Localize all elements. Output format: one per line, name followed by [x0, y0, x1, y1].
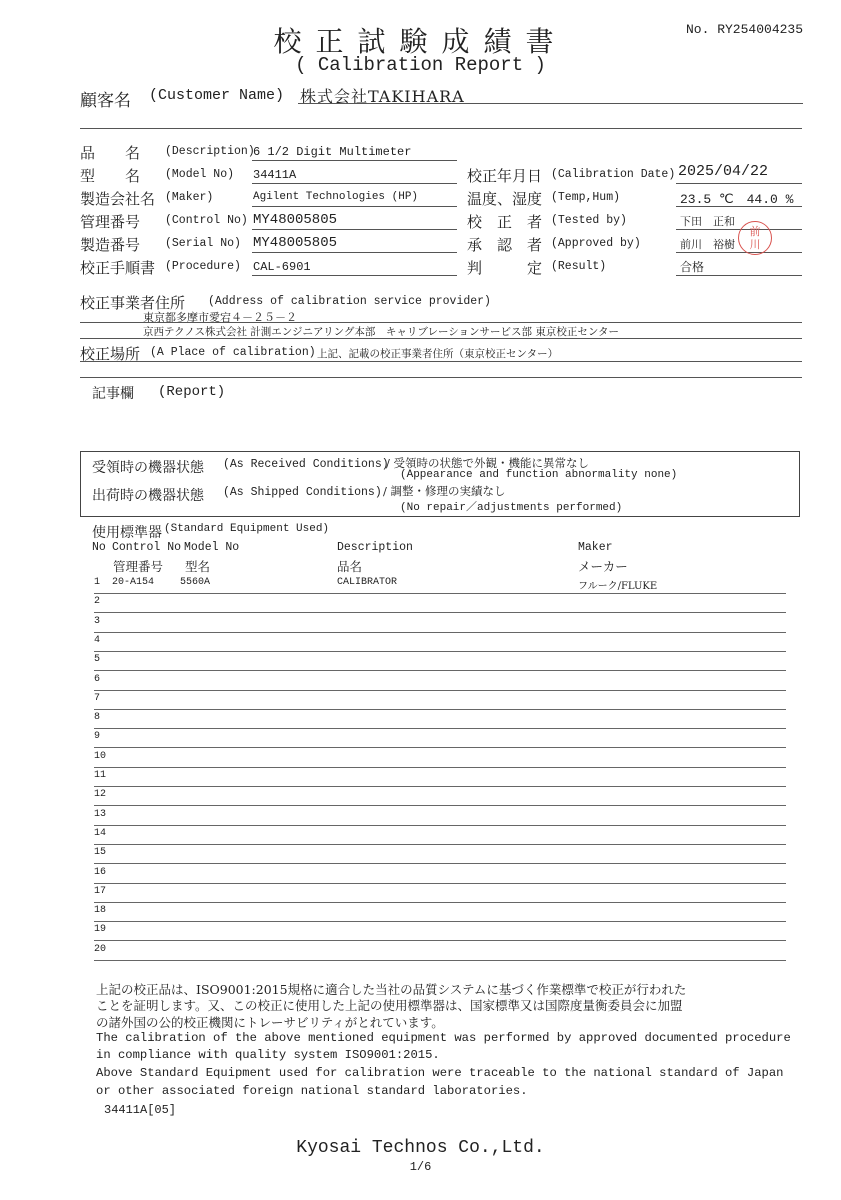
table-row — [94, 921, 786, 941]
customer-label-jp: 顧客名 — [80, 91, 131, 111]
underline — [80, 361, 802, 362]
row-number: 13 — [94, 808, 107, 820]
place-value: 上記、記載の校正事業者住所（東京校正センター） — [317, 348, 559, 360]
field-tested-label-jp: 校 正 者 — [467, 213, 543, 231]
approval-seal — [738, 221, 772, 255]
field-result-value: 合格 — [680, 260, 705, 274]
document-code: 34411A[05] — [104, 1103, 177, 1117]
table-row — [94, 786, 786, 806]
page-number: 1/6 — [409, 1160, 432, 1174]
statement-jp-1: 上記の校正品は、ISO9001:2015規格に適合した当社の品質システムに基づく作業標準で校正が行われた — [96, 982, 687, 997]
underline — [80, 322, 802, 323]
underline — [252, 275, 457, 276]
field-date-value: 2025/04/22 — [678, 163, 769, 180]
header-no: No — [92, 541, 106, 554]
row-number: 19 — [94, 924, 107, 936]
row-number: 1 — [94, 577, 101, 588]
seal-char-top: 前 — [749, 225, 761, 238]
place-label-jp: 校正場所 — [80, 345, 141, 363]
received-value-jp: / 受領時の状態で外観・機能に異常なし — [386, 456, 590, 470]
field-description-label-en: (Description) — [165, 145, 255, 158]
row-number: 14 — [94, 827, 107, 839]
table-row — [94, 844, 786, 864]
table-row — [94, 748, 786, 768]
field-serial-label-jp: 製造番号 — [80, 236, 141, 254]
table-row — [94, 690, 786, 710]
field-serial-label-en: (Serial No) — [165, 237, 241, 250]
underline — [252, 252, 457, 253]
field-tested-label-en: (Tested by) — [551, 214, 627, 227]
row-number: 6 — [94, 673, 101, 685]
shipped-value-en: (No repair／adjustments performed) — [400, 502, 623, 514]
table-row — [94, 613, 786, 633]
underline — [676, 252, 802, 253]
underline — [252, 206, 457, 207]
provider-organization: 京西テクノス株式会社 計測エンジニアリング本部 キャリブレーションサービス部 東京校正センター — [143, 326, 619, 338]
table-row — [94, 825, 786, 845]
field-temp-label-jp: 温度、湿度 — [467, 190, 543, 208]
divider — [80, 128, 802, 129]
field-procedure-label-jp: 校正手順書 — [80, 259, 156, 277]
underline — [676, 275, 802, 276]
customer-underline — [298, 103, 803, 104]
provider-label-en: (Address of calibration service provider) — [208, 295, 491, 308]
report-label-en: (Report) — [158, 384, 226, 400]
row-number: 18 — [94, 905, 107, 917]
header-description: Description — [337, 541, 413, 554]
statement-en-3: Above Standard Equipment used for calibration were traceable to the national standard of Japan — [96, 1066, 784, 1080]
received-label-en: (As Received Conditions) — [223, 458, 389, 471]
field-approved-label-jp: 承 認 者 — [467, 236, 543, 254]
field-model-label-en: (Model No) — [165, 168, 235, 181]
row-number: 5 — [94, 654, 101, 666]
row-number: 12 — [94, 789, 107, 801]
field-control-value: MY48005805 — [253, 212, 338, 228]
table-row — [94, 709, 786, 729]
row-number: 9 — [94, 731, 101, 743]
underline — [676, 206, 802, 207]
field-date-label-en: (Calibration Date) — [551, 168, 676, 181]
report-number: No. RY254004235 — [686, 22, 804, 37]
header-control-no: Control No — [112, 541, 182, 554]
underline — [252, 183, 457, 184]
document-title: 校正試験成績書 — [273, 25, 568, 58]
table-row — [94, 574, 786, 594]
header-model-jp: 型名 — [185, 559, 211, 574]
row-number: 15 — [94, 847, 107, 859]
field-control-label-jp: 管理番号 — [80, 213, 141, 231]
table-row — [94, 883, 786, 903]
header-maker: Maker — [578, 541, 613, 554]
field-serial-value: MY48005805 — [253, 235, 338, 251]
table-row — [94, 806, 786, 826]
row-number: 7 — [94, 692, 101, 704]
row-number: 8 — [94, 712, 101, 724]
equipment-label-jp: 使用標準器 — [92, 525, 162, 541]
provider-address: 東京都多摩市愛宕４－２５－２ — [143, 311, 297, 324]
underline — [80, 338, 802, 339]
row-number: 10 — [94, 750, 107, 762]
place-label-en: (A Place of calibration) — [150, 346, 316, 359]
field-result-label-en: (Result) — [551, 260, 607, 273]
header-description-jp: 品名 — [337, 559, 363, 574]
document-subtitle: ( Calibration Report ) — [295, 54, 546, 76]
table-row — [94, 728, 786, 748]
statement-jp-2: ことを証明します。又、この校正に使用した上記の使用標準器は、国家標準又は国際度量衡委員会に加盟 — [96, 998, 683, 1013]
statement-jp-3: の諸外国の公的校正機関にトレーサビリティがとれています。 — [96, 1015, 444, 1030]
row-number: 4 — [94, 634, 101, 646]
customer-label-en: (Customer Name) — [149, 87, 285, 104]
table-row — [94, 593, 786, 613]
field-date-label-jp: 校正年月日 — [467, 167, 543, 185]
underline — [252, 229, 457, 230]
table-row — [94, 941, 786, 961]
field-approved-value: 前川 裕樹 — [680, 238, 735, 251]
field-maker-label-jp: 製造会社名 — [80, 190, 156, 208]
field-result-label-jp: 判 定 — [467, 259, 543, 277]
field-description-value: 6 1/2 Digit Multimeter — [253, 145, 412, 159]
field-approved-label-en: (Approved by) — [551, 237, 641, 250]
row-number: 20 — [94, 943, 107, 955]
received-label-jp: 受領時の機器状態 — [92, 460, 204, 476]
equipment-label-en: (Standard Equipment Used) — [164, 523, 330, 535]
field-model-value: 34411A — [253, 168, 297, 182]
field-tested-value: 下田 正和 — [680, 215, 735, 228]
table-row — [94, 864, 786, 884]
shipped-label-en: (As Shipped Conditions) — [223, 486, 382, 499]
table-row — [94, 651, 786, 671]
row-maker: フルーク/FLUKE — [578, 581, 658, 592]
row-number: 17 — [94, 885, 107, 897]
customer-name: 株式会社TAKIHARA — [300, 87, 465, 106]
row-number: 16 — [94, 866, 107, 878]
provider-label-jp: 校正事業者住所 — [80, 294, 186, 312]
underline — [676, 183, 802, 184]
row-description: CALIBRATOR — [337, 577, 398, 588]
row-number: 11 — [94, 770, 107, 781]
field-description-label-jp: 品 名 — [80, 144, 141, 162]
header-maker-jp: メーカー — [578, 559, 628, 574]
statement-en-4: or other associated foreign national standard laboratories. — [96, 1084, 528, 1098]
report-label-jp: 記事欄 — [92, 386, 134, 402]
header-model-no: Model No — [184, 541, 240, 554]
shipped-label-jp: 出荷時の機器状態 — [92, 488, 204, 504]
table-row — [94, 671, 786, 691]
underline — [80, 377, 802, 378]
row-number: 3 — [94, 615, 101, 627]
seal-char-bottom: 川 — [749, 238, 761, 251]
row-number: 2 — [94, 596, 101, 608]
field-maker-label-en: (Maker) — [165, 191, 214, 204]
row-control-no: 20-A154 — [112, 577, 155, 588]
table-row — [94, 902, 786, 922]
field-control-label-en: (Control No) — [165, 214, 248, 227]
field-procedure-label-en: (Procedure) — [165, 260, 241, 273]
shipped-value-jp: / 調整・修理の実績なし — [383, 484, 506, 498]
statement-en-2: in compliance with quality system ISO9001:2015. — [96, 1048, 440, 1062]
field-maker-value: Agilent Technologies (HP) — [253, 191, 419, 203]
received-value-en: (Appearance and function abnormality none) — [400, 469, 678, 481]
table-row — [94, 767, 786, 787]
statement-en-1: The calibration of the above mentioned equipment was performed by approved documented procedure — [96, 1031, 791, 1045]
field-temp-value: 23.5 ℃ 44.0 % — [680, 192, 794, 207]
underline — [252, 160, 457, 161]
table-row — [94, 632, 786, 652]
field-procedure-value: CAL-6901 — [253, 260, 311, 274]
row-model-no: 5560A — [180, 577, 211, 588]
header-control-jp: 管理番号 — [113, 559, 164, 574]
company-name: Kyosai Technos Co.,Ltd. — [296, 1138, 545, 1158]
field-temp-label-en: (Temp,Hum) — [551, 191, 621, 204]
field-model-label-jp: 型 名 — [80, 167, 141, 185]
